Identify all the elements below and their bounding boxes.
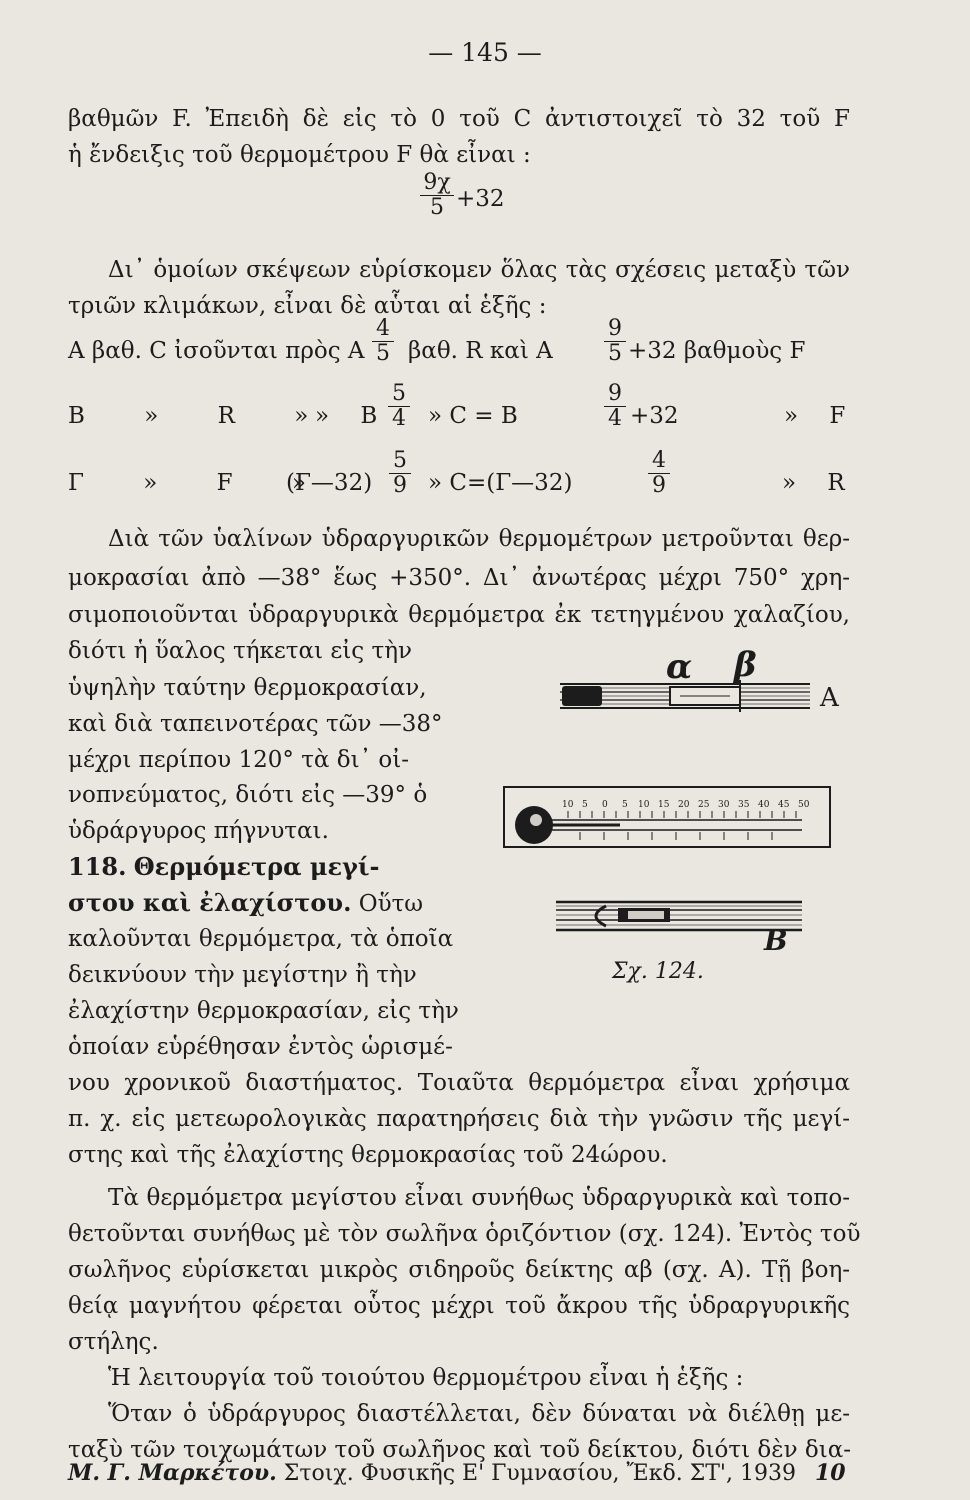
scale-label: 45 — [778, 800, 790, 810]
scale-label: 10 — [562, 800, 574, 810]
text-line: ἡ ἔνδειξις τοῦ θερμομέτρου F θὰ εἶναι : — [68, 142, 531, 168]
numerator: 4 — [376, 316, 390, 341]
text-line: νοπνεύματος, διότι εἰς —39° ὁ — [68, 782, 428, 808]
footer-signature: 10 — [815, 1460, 846, 1486]
relation-text: » R — [782, 470, 845, 496]
scale-label: 40 — [758, 800, 770, 810]
relation-text: (Γ—32) — [286, 470, 373, 496]
denominator: 4 — [392, 406, 406, 431]
fraction — [420, 172, 454, 219]
text-line: τριῶν κλιμάκων, εἶναι δὲ αὗται αἱ ἑξῆς : — [68, 293, 547, 319]
figure-label-beta: β — [734, 645, 757, 685]
thermometer-drawing — [504, 787, 830, 847]
text-line: Δι᾿ ὁμοίων σκέψεων εὑρίσκομεν ὅλας τὰς σχέσεις μεταξὺ τῶν — [108, 257, 850, 283]
text-line: Τὰ θερμόμετρα μεγίστου εἶναι συνήθως ὑδραργυρικὰ καὶ τοπο- — [108, 1185, 850, 1211]
relation-text: B » R » — [68, 403, 309, 429]
text-line: καὶ διὰ ταπεινοτέρας τῶν —38° — [68, 711, 443, 737]
section-heading-line — [68, 852, 508, 883]
text-line: Ἡ λειτουργία τοῦ τοιούτου θερμομέτρου εἶναι ἡ ἑξῆς : — [108, 1365, 744, 1391]
figure-label-alpha: α — [666, 647, 693, 687]
relation-text: Γ » F » — [68, 470, 306, 496]
section-heading-line — [68, 888, 508, 919]
text-line: ὑδράργυρος πήγνυται. — [68, 818, 329, 844]
relation-text: » C=(Γ—32) — [428, 470, 573, 496]
relation-text: βαθ. R καὶ A — [408, 338, 553, 364]
text-line: νου χρονικοῦ διαστήματος. Τοιαῦτα θερμόμετρα εἶναι χρήσιμα — [68, 1070, 850, 1096]
scale-label: 30 — [718, 800, 730, 810]
figure-label-B: B — [764, 924, 788, 957]
text-line: βαθμῶν F. Ἐπειδὴ δὲ εἰς τὸ 0 τοῦ C ἀντιστοιχεῖ τὸ 32 τοῦ F — [68, 106, 850, 132]
relation-text: » B — [315, 403, 378, 429]
numerator: 5 — [393, 448, 407, 473]
relation-text: A βαθ. C ἰσοῦνται πρὸς A — [68, 338, 365, 364]
numerator: 9 — [608, 316, 622, 341]
denominator: 5 — [608, 341, 622, 366]
fraction — [604, 318, 626, 365]
scale-label: 15 — [658, 800, 670, 810]
text-line: ὁποίαν εὑρέθησαν ἐντὸς ὡρισμέ- — [68, 1034, 453, 1060]
page-footer — [68, 1460, 868, 1486]
text-line: θετοῦνται συνήθως μὲ τὸν σωλῆνα ὁριζόντιον (σχ. 124). Ἐντὸς τοῦ — [68, 1221, 861, 1247]
text-line: καλοῦνται θερμόμετρα, τὰ ὁποῖα — [68, 926, 454, 952]
footer-author: Μ. Γ. Μαρκέτου. — [68, 1460, 277, 1486]
scale-label: 50 — [798, 800, 810, 810]
text-line: δεικνύουν τὴν μεγίστην ἢ τὴν — [68, 962, 417, 988]
scale-label: 35 — [738, 800, 750, 810]
text-line: ταξὺ τῶν τοιχωμάτων τοῦ σωλῆνος καὶ τοῦ δείκτου, διότι δὲν δια- — [68, 1437, 852, 1463]
scale-label: 5 — [622, 800, 628, 810]
scale-label: 10 — [638, 800, 650, 810]
scale-label: 20 — [678, 800, 690, 810]
numerator: 4 — [652, 448, 666, 473]
figure-caption: Σχ. 124. — [612, 959, 704, 984]
denominator: 9 — [652, 473, 666, 498]
figure-label-A: A — [820, 683, 839, 713]
fraction — [389, 450, 411, 497]
text-line: στης καὶ τῆς ἐλαχίστης θερμοκρασίας τοῦ 24ώρου. — [68, 1142, 668, 1168]
numerator: 5 — [392, 381, 406, 406]
scale-label: 5 — [582, 800, 588, 810]
fraction — [604, 383, 626, 430]
text-line: διότι ἡ ὕαλος τήκεται εἰς τὴν — [68, 638, 412, 664]
text-line: π. χ. εἰς μετεωρολογικὰς παρατηρήσεις διὰ τὴν γνῶσιν τῆς μεγί- — [68, 1106, 850, 1132]
text-fragment: Οὕτω — [358, 891, 424, 917]
text-line: θείᾳ μαγνήτου φέρεται οὗτος μέχρι τοῦ ἄκρου τῆς ὑδραργυρικῆς — [68, 1293, 850, 1319]
numerator: 9χ — [423, 170, 451, 195]
relation-text: » C = B — [428, 403, 518, 429]
scale-label: 0 — [602, 800, 608, 810]
formula-tail: +32 — [456, 186, 505, 212]
page-number: — 145 — — [428, 38, 542, 67]
fraction — [372, 318, 394, 365]
text-line: Διὰ τῶν ὑαλίνων ὑδραργυρικῶν θερμομέτρων μετροῦνται θερ- — [108, 526, 850, 552]
text-line: σιμοποιοῦνται ὑδραργυρικὰ θερμόμετρα ἐκ τετηγμένου χαλαζίου, — [68, 602, 850, 628]
relation-text: +32 βαθμοὺς F — [628, 338, 806, 364]
text-line: μοκρασίαι ἀπὸ —38° ἕως +350°. Δι᾿ ἀνωτέρας μέχρι 750° χρη- — [68, 565, 850, 591]
text-line: Ὅταν ὁ ὑδράργυρος διαστέλλεται, δὲν δύναται νὰ διέλθῃ με- — [108, 1401, 850, 1427]
fraction — [388, 383, 410, 430]
text-line: σωλῆνος εὑρίσκεται μικρὸς σιδηροῦς δείκτης αβ (σχ. A). Τῇ βοη- — [68, 1257, 850, 1283]
scale-label: 25 — [698, 800, 710, 810]
denominator: 9 — [393, 473, 407, 498]
figure-124 — [480, 640, 860, 1000]
denominator: 5 — [376, 341, 390, 366]
thermometer-scale-labels — [562, 800, 810, 810]
relation-text: » F — [784, 403, 846, 429]
numerator: 9 — [608, 381, 622, 406]
text-line: ἐλαχίστην θερμοκρασίαν, εἰς τὴν — [68, 998, 459, 1024]
section-title: Θερμόμετρα μεγί- — [133, 852, 380, 881]
detail-a-tube — [560, 680, 810, 712]
footer-book-title: Στοιχ. Φυσικῆς Ε' Γυμνασίου, Ἔκδ. ΣΤ', 1939 — [283, 1461, 796, 1486]
fraction — [648, 450, 670, 497]
section-number: 118. — [68, 852, 127, 881]
relation-text: +32 — [630, 403, 679, 429]
section-title: στου καὶ ἐλαχίστου. — [68, 888, 352, 917]
text-line: ὑψηλὴν ταύτην θερμοκρασίαν, — [68, 675, 427, 701]
text-line: μέχρι περίπου 120° τὰ δι᾿ οἰ- — [68, 747, 410, 773]
text-line: στήλης. — [68, 1329, 159, 1355]
denominator: 5 — [430, 195, 444, 220]
denominator: 4 — [608, 406, 622, 431]
